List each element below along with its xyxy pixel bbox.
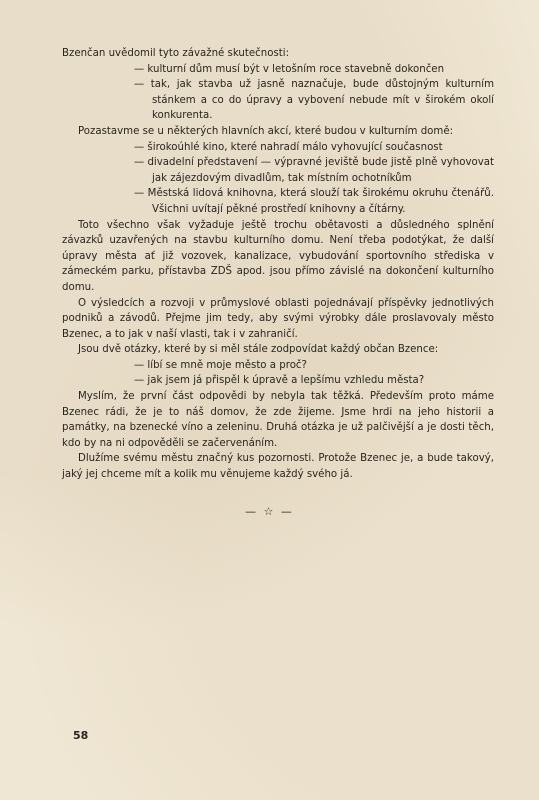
paragraph-intro: Bzenčan uvědomil tyto závažné skutečnosti: [62, 48, 290, 59]
paragraph: O výsledcích a rozvoji v průmyslové oblasti pojednávají příspěvky jednotlivých podniků a závodů. Přejme jim tedy, aby svými výrobky dále proslavovaly město Bzenec, a to jak v naší vlasti, tak i v zahraničí. [62, 297, 494, 340]
page-number: 58 [73, 729, 89, 742]
list-item-dash: — jak jsem já přispěl k úpravě a lepšímu vzhledu města? [134, 375, 425, 387]
list-item-dash: — kulturní dům musí být v letošním roce stavebně dokončen [134, 63, 445, 75]
article-body [62, 46, 494, 483]
list-item-dash: — Městská lidová knihovna, která slouží tak širokému okruhu čtenářů. Všichni uvítají pěkné prostředí knihovny a čítárny. [134, 188, 494, 215]
paragraph: Toto všechno však vyžaduje ještě trochu obětavosti a důsledného splnění závazků uzavřených na stavbu kulturního domu. Není třeba podotýkat, že další úpravy města ať již vozovek, kanalizace, vybudování sportovního střediska v zámeckém parku, přístavba ZDŠ apod. jsou přímo závislé na dokončení kulturního domu. [62, 219, 494, 293]
section-separator: — ☆ — [245, 505, 294, 518]
paragraph: Pozastavme se u některých hlavních akcí, které budou v kulturním domě: [78, 125, 454, 137]
list-item-dash: — širokoúhlé kino, které nahradí málo vyhovující současnost [134, 141, 443, 153]
list-item-dash: — divadelní představení — výpravné jeviště bude jistě plně vyhovovat jak zájezdovým divadlům, tak místním ochotníkům [134, 157, 494, 184]
list-item-dash: — líbí se mně moje město a proč? [134, 359, 307, 371]
paragraph: Myslím, že první část odpovědi by nebyla tak těžká. Především proto máme Bzenec rádi, že je to náš domov, že zde žijeme. Jsme hrdi na jeho historii a památky, na bzenecké víno a zeleninu. Druhá otázka je už palčivější a je dosti těch, kdo by na ni odpověděli se začervenáním. [62, 391, 494, 449]
list-item-dash: — tak, jak stavba už jasně naznačuje, bude důstojným kulturním stánkem a co do úpravy a vybovení nebude mít v širokém okolí konkurenta. [134, 79, 494, 122]
paragraph: Dlužíme svému městu značný kus pozornosti. Protože Bzenec je, a bude takový, jaký jej chceme mít a kolik mu věnujeme každý svého já. [62, 453, 494, 481]
paragraph: Jsou dvě otázky, které by si měl stále zodpovídat každý občan Bzence: [78, 344, 439, 356]
